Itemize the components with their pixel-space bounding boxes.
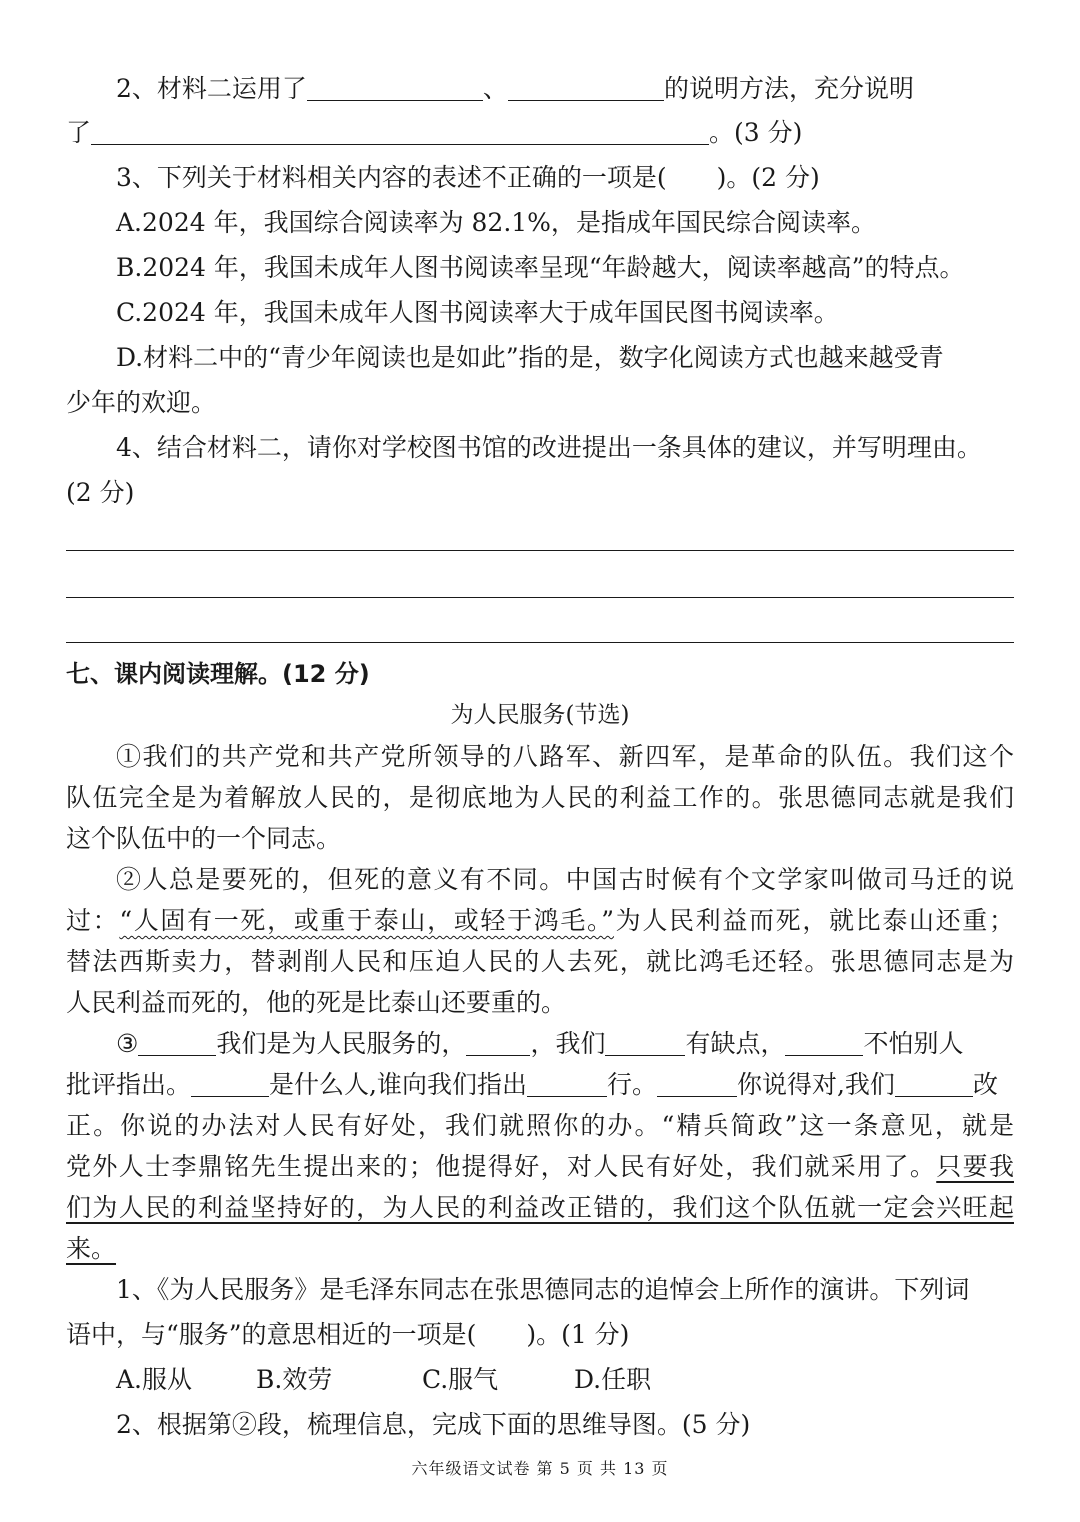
fill-blank[interactable] <box>895 1072 973 1097</box>
passage-p2-line-1: ②人总是要死的，但死的意义有不同。中国古时候有个文学家叫做司马迁的说 <box>116 865 1014 894</box>
underlined-sentence: 们为人民的利益坚持好的，为人民的利益改正错的，我们这个队伍就一定会兴旺起 <box>66 1193 1014 1222</box>
question-2-line-1 <box>116 72 914 106</box>
answer-line[interactable] <box>66 550 1014 551</box>
option-b: B.效劳 <box>256 1365 333 1394</box>
answer-line[interactable] <box>66 642 1014 643</box>
fill-blank[interactable] <box>527 1072 607 1097</box>
fill-blank[interactable] <box>466 1031 530 1056</box>
wavy-underlined-quote: “人固有一死，或重于泰山，或轻于鸿毛。” <box>119 906 615 935</box>
passage-p2-line-4: 人民利益而死的，他的死是比泰山还要重的。 <box>66 988 567 1017</box>
fill-blank[interactable] <box>605 1031 685 1056</box>
passage-p3-line-3: 正。你说的办法对人民有好处，我们就照你的办。“精兵简政”这一条意见，就是 <box>66 1111 1014 1140</box>
page-footer: 六年级语文试卷 第 5 页 共 13 页 <box>411 1459 669 1478</box>
option-b: B.2024 年，我国未成年人图书阅读率呈现“年龄越大，阅读率越高”的特点。 <box>116 253 965 282</box>
question-2-stem: 2、根据第②段，梳理信息，完成下面的思维导图。(5 分) <box>116 1410 751 1439</box>
question-1-line-2: 语中，与“服务”的意思相近的一项是( )。(1 分) <box>66 1320 630 1349</box>
passage-text: 有缺点， <box>685 1029 786 1058</box>
option-d-line-1: D.材料二中的“青少年阅读也是如此”指的是，数字化阅读方式也越来越受青 <box>116 343 944 372</box>
fill-blank[interactable] <box>785 1031 863 1056</box>
question-4-line-1: 4、结合材料二，请你对学校图书馆的改进提出一条具体的建议，并写明理由。 <box>116 433 982 462</box>
question-3-stem: 3、下列关于材料相关内容的表述不正确的一项是( )。(2 分) <box>116 163 820 192</box>
passage-p1-line-2: 队伍完全是为着解放人民的，是彻底地为人民的利益工作的。张思德同志就是我们 <box>66 783 1014 812</box>
answer-blank[interactable] <box>307 76 483 101</box>
option-d-line-2: 少年的欢迎。 <box>66 388 217 417</box>
fill-blank[interactable] <box>191 1072 269 1097</box>
question-1-line-1: 1、《为人民服务》是毛泽东同志在张思德同志的追悼会上所作的演讲。下列词 <box>116 1275 970 1304</box>
question-4-score: (2 分) <box>66 478 135 507</box>
passage-p3-line-1 <box>116 1027 963 1061</box>
passage-text: 党外人士李鼎铭先生提出来的；他提得好，对人民有好处，我们就采用了。 <box>66 1152 937 1181</box>
option-a: A.2024 年，我国综合阅读率为 82.1%，是指成年国民综合阅读率。 <box>116 208 876 237</box>
question-2-line-2 <box>66 116 802 150</box>
passage-text: 我们是为人民服务的， <box>216 1029 467 1058</box>
passage-text: 不怕别人 <box>863 1029 964 1058</box>
passage-p3-line-4 <box>66 1150 1014 1184</box>
passage-p1-line-1: ①我们的共产党和共产党所领导的八路军、新四军，是革命的队伍。我们这个 <box>116 742 1014 771</box>
score-note: 。(3 分) <box>709 118 803 147</box>
answer-blank[interactable] <box>508 76 664 101</box>
option-c: C.2024 年，我国未成年人图书阅读率大于成年国民图书阅读率。 <box>116 298 839 327</box>
question-text: 2、材料二运用了 <box>116 74 307 103</box>
passage-text: 过： <box>66 906 120 935</box>
option-c: C.服气 <box>422 1365 499 1394</box>
underlined-sentence: 只要我 <box>936 1152 1014 1181</box>
section-heading: 七、课内阅读理解。(12 分) <box>66 660 370 688</box>
passage-text: 批评指出。 <box>66 1070 192 1099</box>
passage-title: 为人民服务(节选) <box>450 702 630 728</box>
answer-line[interactable] <box>66 597 1014 598</box>
passage-p2-line-2 <box>66 904 1014 938</box>
passage-p1-line-3: 这个队伍中的一个同志。 <box>66 824 342 853</box>
passage-text: 改 <box>972 1070 998 1099</box>
question-text: 的说明方法，充分说明 <box>663 74 914 103</box>
passage-text: 为人民利益而死，就比泰山还重； <box>614 906 1014 935</box>
separator: 、 <box>482 74 508 103</box>
passage-p2-line-3: 替法西斯卖力，替剥削人民和压迫人民的人去死，就比鸿毛还轻。张思德同志是为 <box>66 947 1014 976</box>
passage-text: ，我们 <box>530 1029 606 1058</box>
passage-p3-line-2 <box>66 1068 998 1102</box>
fill-blank[interactable] <box>138 1031 216 1056</box>
passage-text: 你说得对,我们 <box>736 1070 895 1099</box>
underlined-sentence-end: 来。 <box>66 1234 117 1263</box>
answer-blank[interactable] <box>91 120 709 145</box>
option-a: A.服从 <box>116 1365 193 1394</box>
passage-text: 是什么人,谁向我们指出 <box>269 1070 527 1099</box>
option-d: D.任职 <box>574 1365 652 1394</box>
passage-text: ③ <box>116 1029 139 1058</box>
question-text: 了 <box>66 118 92 147</box>
passage-text: 行。 <box>606 1070 657 1099</box>
fill-blank[interactable] <box>657 1072 737 1097</box>
